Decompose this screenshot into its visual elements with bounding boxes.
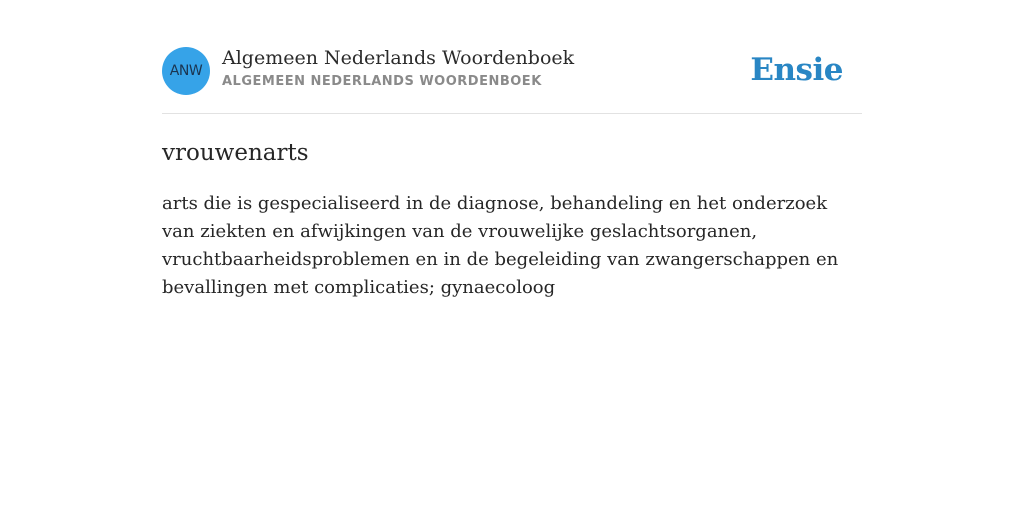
source-subtitle: ALGEMEEN NEDERLANDS WOORDENBOEK [222,74,542,89]
source-title[interactable]: Algemeen Nederlands Woordenboek [222,47,575,69]
avatar-label: ANW [169,63,203,79]
definition-card [162,46,862,298]
source-avatar[interactable] [162,47,210,95]
entry-definition: arts die is gespecialiseerd in de diagnose, behandeling en het onderzoek van ziekten en afwijkingen van de vrouwelijke geslachtsorganen, vruchtbaarheidsproblemen en in de begeleiding van zwangerschappen en bevallingen met complicaties; gynaecoloog [162,193,839,298]
source-info [222,46,574,94]
card-header [162,46,862,96]
ensie-logo[interactable]: Ensie [750,52,843,88]
entry-term: vrouwenarts [162,140,309,166]
header-divider [162,113,862,114]
